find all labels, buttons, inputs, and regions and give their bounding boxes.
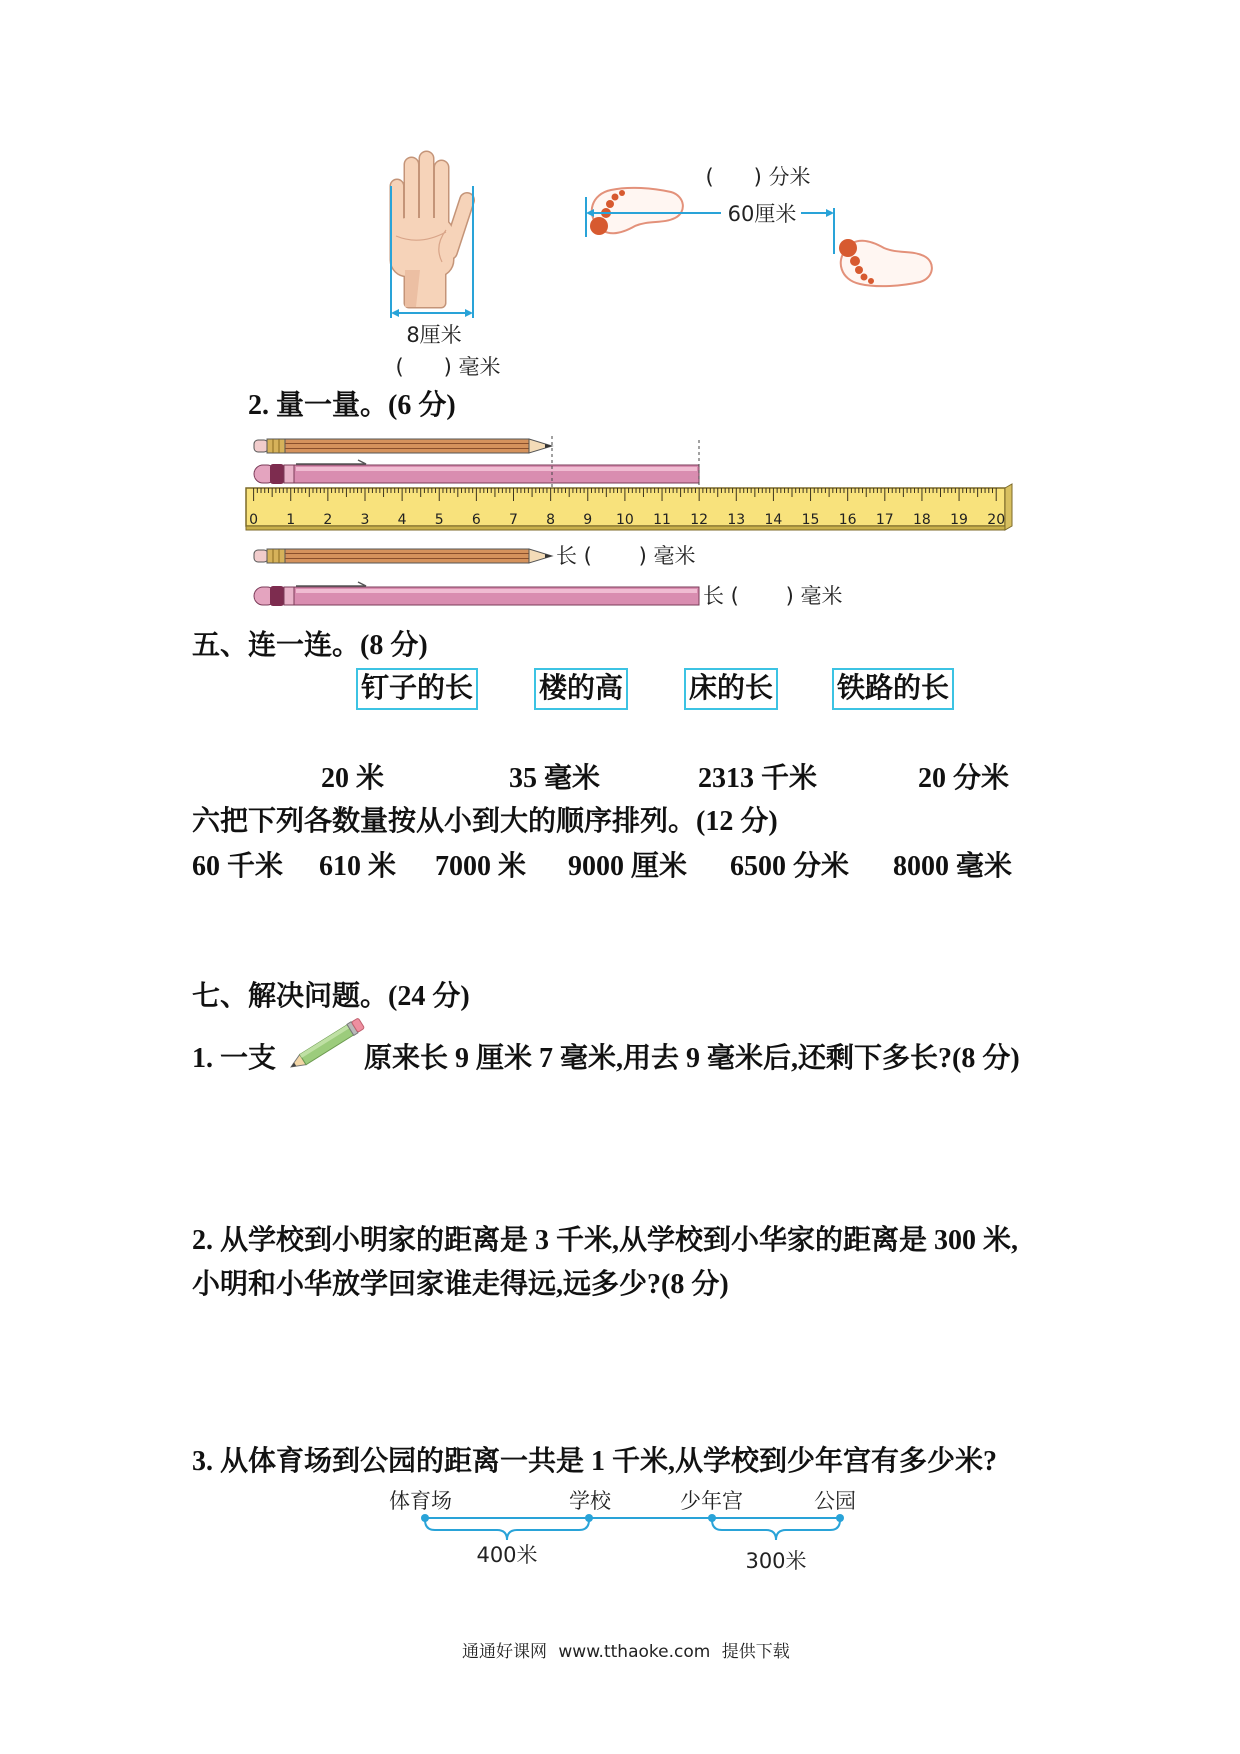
ruler-number-label: 7 (509, 512, 518, 528)
ruler-number-label: 3 (360, 512, 370, 528)
object-box-building: 楼的高 (534, 668, 628, 710)
place-label-stadium: 体育场 (389, 1489, 452, 1513)
ruler-number-label: 19 (950, 512, 968, 528)
right-footprint (839, 239, 932, 286)
ruler-numbers (249, 512, 1005, 528)
ruler-number-label: 13 (727, 512, 746, 528)
ruler-number-label: 1 (286, 512, 296, 528)
footer-source: 通通好课网 www.tthaoke.com 提供下载 (462, 1642, 790, 1662)
hand-fill (391, 152, 467, 307)
pencil-icon (285, 1018, 370, 1074)
length-option: 20 分米 (918, 763, 1010, 794)
hand-answer-blank: ( ) 毫米 (395, 355, 501, 379)
ruler-number-label: 17 (875, 512, 894, 528)
ruler-number-label: 6 (471, 512, 481, 528)
length-option: 35 毫米 (509, 763, 601, 794)
ruler-number-label: 10 (615, 512, 634, 528)
matching-section-title: 五、连一连。(8 分) (192, 630, 428, 661)
ruler-number-label: 11 (653, 512, 671, 528)
ruler-number-label: 2 (323, 512, 333, 528)
ruler (246, 484, 1012, 530)
quantity-item: 60 千米 (192, 851, 284, 882)
object-box-bed: 床的长 (684, 668, 778, 710)
question-1-text: 原来长 9 厘米 7 毫米,用去 9 毫米后,还剩下多长?(8 分) (364, 1043, 1020, 1074)
place-label-park: 公园 (814, 1489, 856, 1513)
ruler-number-label: 0 (249, 512, 259, 528)
ruler-number-label: 8 (546, 512, 556, 528)
question-1-prefix: 1. 一支 (192, 1043, 277, 1074)
object-box-nail: 钉子的长 (356, 668, 478, 710)
ruler-number-label: 15 (801, 512, 820, 528)
place-label-youth-palace: 少年宫 (680, 1489, 743, 1513)
ruler-number-label: 9 (583, 512, 593, 528)
pencil-on-ruler (254, 439, 552, 453)
distance-label-1: 400米 (476, 1543, 538, 1567)
object-box-railway: 铁路的长 (832, 668, 954, 710)
quantity-item: 8000 毫米 (893, 851, 1013, 882)
ruler-ticks (254, 488, 997, 501)
hand-figure (380, 140, 490, 325)
quantity-item: 6500 分米 (730, 851, 850, 882)
distance-label-2: 300米 (745, 1549, 807, 1573)
question-2-line-1: 2. 从学校到小明家的距离是 3 千米,从学校到小华家的距离是 300 米, (192, 1225, 1019, 1256)
left-footprint (590, 188, 683, 235)
ruler-number-label: 4 (397, 512, 407, 528)
ruler-side-edge (1005, 484, 1012, 530)
pen-on-ruler (254, 460, 699, 484)
pen-length-blank: 长 ( ) 毫米 (703, 584, 843, 608)
hand-width-label: 8厘米 (406, 323, 462, 347)
ruler-number-label: 12 (690, 512, 709, 528)
place-label-school: 学校 (569, 1489, 611, 1513)
distance-brace-1 (425, 1520, 589, 1540)
ruler-number-label: 16 (838, 512, 857, 528)
ruler-number-label: 20 (987, 512, 1006, 528)
pen-to-measure (254, 582, 699, 606)
question-2-line-2: 小明和小华放学回家谁走得远,远多少?(8 分) (192, 1269, 729, 1300)
ruler-number-label: 14 (764, 512, 783, 528)
feet-answer-blank: ( ) 分米 (705, 165, 811, 189)
ruler-number-label: 5 (434, 512, 444, 528)
pencil-to-measure (254, 549, 552, 563)
quantity-item: 9000 厘米 (568, 851, 688, 882)
pencil-length-blank: 长 ( ) 毫米 (556, 544, 696, 568)
measure-section-title: 2. 量一量。(6 分) (248, 390, 456, 421)
length-option: 2313 千米 (698, 763, 818, 794)
quantity-item: 610 米 (319, 851, 397, 882)
question-3-text: 3. 从体育场到公园的距离一共是 1 千米,从学校到少年宫有多少米? (192, 1446, 998, 1477)
problems-section-title: 七、解决问题。(24 分) (192, 981, 470, 1012)
ruler-number-label: 18 (913, 512, 931, 528)
quantity-item: 7000 米 (435, 851, 527, 882)
ordering-section-title: 六把下列各数量按从小到大的顺序排列。(12 分) (192, 806, 778, 837)
distance-brace-2 (712, 1520, 840, 1540)
ruler-figure (240, 430, 1030, 620)
step-distance-label: 60厘米 (727, 202, 797, 226)
length-option: 20 米 (321, 763, 385, 794)
